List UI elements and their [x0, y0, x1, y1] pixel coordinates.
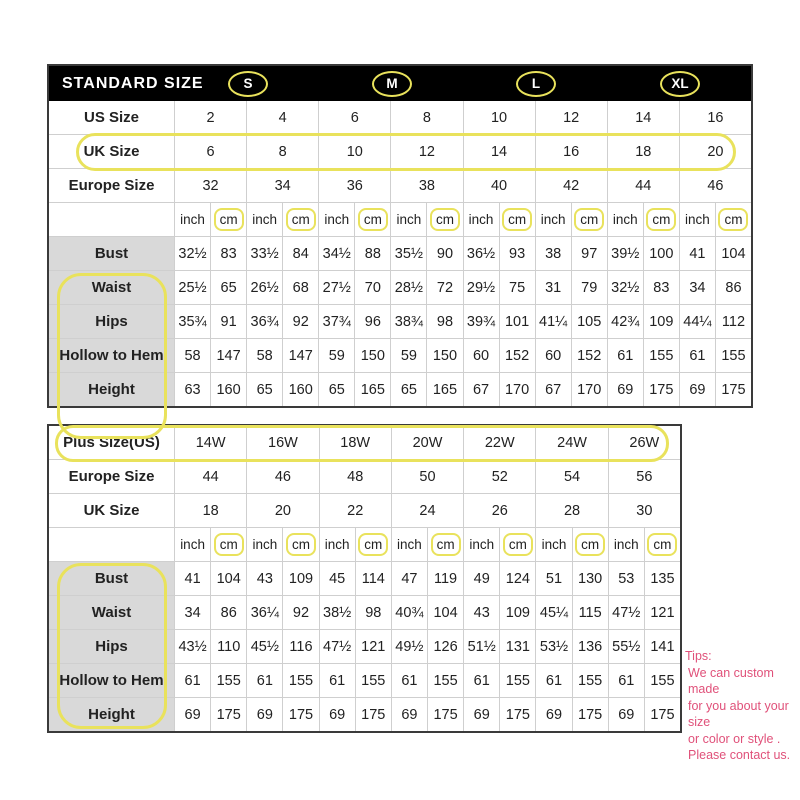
- inch-unit-cell: inch: [608, 203, 643, 236]
- standard-size-title: STANDARD SIZE: [62, 74, 204, 92]
- measure-value-cell: 104: [211, 562, 246, 595]
- measure-value-cell: 86: [716, 271, 751, 304]
- measure-value-cell: 75: [500, 271, 535, 304]
- size-value-cell: 18: [175, 494, 246, 527]
- measure-value-cell: 170: [500, 373, 535, 406]
- tips-line: Please contact us.: [688, 748, 791, 762]
- plus-size-table: [47, 424, 682, 733]
- measure-value-cell: 42¾: [608, 305, 643, 338]
- measure-value-cell: 58: [247, 339, 282, 372]
- measure-value-cell: 126: [428, 630, 463, 663]
- inch-unit-cell: inch: [464, 203, 499, 236]
- measure-value-cell: 175: [716, 373, 751, 406]
- measure-value-cell: 69: [392, 698, 427, 731]
- measure-value-cell: 27½: [319, 271, 354, 304]
- measure-value-cell: 39½: [608, 237, 643, 270]
- measure-value-cell: 100: [644, 237, 679, 270]
- measure-value-cell: 114: [356, 562, 391, 595]
- cm-highlight-pill: cm: [286, 533, 316, 556]
- cm-highlight-pill: cm: [575, 533, 605, 556]
- size-value-cell: 38: [391, 169, 462, 202]
- measure-value-cell: 38: [536, 237, 571, 270]
- standard-size-header: [49, 66, 751, 101]
- measure-value-cell: 45¼: [536, 596, 571, 629]
- measure-value-cell: 121: [645, 596, 680, 629]
- measure-value-cell: 25½: [175, 271, 210, 304]
- measure-value-cell: 51: [536, 562, 571, 595]
- measure-value-cell: 69: [175, 698, 210, 731]
- size-value-cell: 8: [391, 101, 462, 134]
- measure-value-cell: 36¾: [247, 305, 282, 338]
- size-value-cell: 10: [319, 135, 390, 168]
- measure-value-cell: 136: [573, 630, 608, 663]
- measure-value-cell: 147: [211, 339, 246, 372]
- measure-value-cell: 45½: [247, 630, 282, 663]
- unit-row-label: [49, 528, 174, 561]
- measure-value-cell: 69: [536, 698, 571, 731]
- cm-unit-cell: [644, 203, 679, 236]
- size-value-cell: 6: [319, 101, 390, 134]
- measure-value-cell: 109: [500, 596, 535, 629]
- measure-value-cell: 43½: [175, 630, 210, 663]
- measure-value-cell: 55½: [609, 630, 644, 663]
- measure-value-cell: 35½: [391, 237, 426, 270]
- measure-value-cell: 61: [320, 664, 355, 697]
- size-value-cell: 28: [536, 494, 607, 527]
- measure-value-cell: 32½: [608, 271, 643, 304]
- size-value-cell: 20: [680, 135, 751, 168]
- measure-value-cell: 60: [464, 339, 499, 372]
- measure-value-cell: 38¾: [391, 305, 426, 338]
- cm-unit-cell: [427, 203, 462, 236]
- size-value-cell: 22: [320, 494, 391, 527]
- size-value-cell: 18: [608, 135, 679, 168]
- measure-value-cell: 104: [716, 237, 751, 270]
- size-value-cell: 46: [247, 460, 318, 493]
- measure-value-cell: 69: [320, 698, 355, 731]
- size-value-cell: 20W: [392, 426, 463, 459]
- cm-unit-cell: [283, 203, 318, 236]
- measure-value-cell: 160: [211, 373, 246, 406]
- measure-value-cell: 61: [608, 339, 643, 372]
- cm-unit-cell: [283, 528, 318, 561]
- measure-value-cell: 70: [355, 271, 390, 304]
- measure-value-cell: 155: [428, 664, 463, 697]
- measure-value-cell: 61: [680, 339, 715, 372]
- measure-value-cell: 165: [427, 373, 462, 406]
- measure-value-cell: 34: [680, 271, 715, 304]
- measure-row-label: Waist: [49, 271, 174, 304]
- measure-value-cell: 109: [644, 305, 679, 338]
- row-label: Plus Size(US): [49, 426, 174, 459]
- measure-value-cell: 69: [609, 698, 644, 731]
- measure-value-cell: 98: [356, 596, 391, 629]
- standard-size-table: [47, 64, 753, 408]
- measure-value-cell: 175: [211, 698, 246, 731]
- measure-value-cell: 41: [680, 237, 715, 270]
- measure-value-cell: 141: [645, 630, 680, 663]
- measure-value-cell: 150: [427, 339, 462, 372]
- size-value-cell: 52: [464, 460, 535, 493]
- measure-value-cell: 39¾: [464, 305, 499, 338]
- measure-value-cell: 72: [427, 271, 462, 304]
- measure-value-cell: 98: [427, 305, 462, 338]
- measure-value-cell: 43: [464, 596, 499, 629]
- size-value-cell: 54: [536, 460, 607, 493]
- size-value-cell: 24W: [536, 426, 607, 459]
- measure-row-label: Hips: [49, 630, 174, 663]
- measure-value-cell: 131: [500, 630, 535, 663]
- cm-unit-cell: [428, 528, 463, 561]
- measure-value-cell: 28½: [391, 271, 426, 304]
- size-value-cell: 6: [175, 135, 246, 168]
- measure-value-cell: 135: [645, 562, 680, 595]
- measure-value-cell: 61: [392, 664, 427, 697]
- size-value-cell: 12: [391, 135, 462, 168]
- measure-value-cell: 67: [464, 373, 499, 406]
- measure-value-cell: 155: [356, 664, 391, 697]
- measure-value-cell: 26½: [247, 271, 282, 304]
- measure-value-cell: 44¼: [680, 305, 715, 338]
- measure-value-cell: 49½: [392, 630, 427, 663]
- measure-value-cell: 51½: [464, 630, 499, 663]
- cm-unit-cell: [211, 203, 246, 236]
- measure-row-label: Bust: [49, 562, 174, 595]
- measure-value-cell: 29½: [464, 271, 499, 304]
- cm-unit-cell: [572, 203, 607, 236]
- inch-unit-cell: inch: [391, 203, 426, 236]
- cm-highlight-pill: cm: [286, 208, 316, 231]
- measure-value-cell: 61: [464, 664, 499, 697]
- measure-value-cell: 65: [391, 373, 426, 406]
- measure-value-cell: 155: [211, 664, 246, 697]
- measure-value-cell: 37¾: [319, 305, 354, 338]
- measure-value-cell: 67: [536, 373, 571, 406]
- row-label: Europe Size: [49, 169, 174, 202]
- size-value-cell: 40: [464, 169, 535, 202]
- measure-value-cell: 61: [247, 664, 282, 697]
- size-value-cell: 4: [247, 101, 318, 134]
- measure-row-label: Height: [49, 373, 174, 406]
- measure-value-cell: 155: [716, 339, 751, 372]
- measure-value-cell: 175: [645, 698, 680, 731]
- measure-value-cell: 150: [355, 339, 390, 372]
- measure-value-cell: 59: [319, 339, 354, 372]
- measure-value-cell: 152: [572, 339, 607, 372]
- measure-value-cell: 90: [427, 237, 462, 270]
- size-value-cell: 50: [392, 460, 463, 493]
- size-value-cell: 42: [536, 169, 607, 202]
- measure-value-cell: 160: [283, 373, 318, 406]
- size-value-cell: 56: [609, 460, 680, 493]
- inch-unit-cell: inch: [680, 203, 715, 236]
- measure-value-cell: 155: [500, 664, 535, 697]
- measure-value-cell: 92: [283, 596, 318, 629]
- tips-line: or color or style .: [688, 731, 781, 746]
- cm-highlight-pill: cm: [503, 533, 533, 556]
- measure-value-cell: 65: [211, 271, 246, 304]
- size-value-cell: 14: [608, 101, 679, 134]
- cm-unit-cell: [211, 528, 246, 561]
- size-value-cell: 48: [320, 460, 391, 493]
- measure-value-cell: 175: [573, 698, 608, 731]
- row-label: Europe Size: [49, 460, 174, 493]
- inch-unit-cell: inch: [536, 528, 571, 561]
- measure-value-cell: 93: [500, 237, 535, 270]
- tips-line: for you about your size: [688, 698, 789, 729]
- measure-value-cell: 61: [536, 664, 571, 697]
- measure-value-cell: 43: [247, 562, 282, 595]
- cm-highlight-pill: cm: [647, 533, 677, 556]
- size-value-cell: 14W: [175, 426, 246, 459]
- inch-unit-cell: inch: [392, 528, 427, 561]
- inch-unit-cell: inch: [175, 528, 210, 561]
- measure-row-label: Hips: [49, 305, 174, 338]
- cm-highlight-pill: cm: [358, 533, 388, 556]
- size-value-cell: 44: [175, 460, 246, 493]
- measure-value-cell: 59: [391, 339, 426, 372]
- measure-row-label: Bust: [49, 237, 174, 270]
- measure-value-cell: 86: [211, 596, 246, 629]
- measure-value-cell: 124: [500, 562, 535, 595]
- size-badge-s: S: [228, 71, 268, 97]
- inch-unit-cell: inch: [175, 203, 210, 236]
- measure-value-cell: 112: [716, 305, 751, 338]
- measure-value-cell: 40¾: [392, 596, 427, 629]
- tips-line: We can custom made: [688, 665, 774, 696]
- size-value-cell: 20: [247, 494, 318, 527]
- measure-value-cell: 152: [500, 339, 535, 372]
- measure-value-cell: 92: [283, 305, 318, 338]
- measure-value-cell: 116: [283, 630, 318, 663]
- measure-value-cell: 175: [428, 698, 463, 731]
- inch-unit-cell: inch: [464, 528, 499, 561]
- measure-value-cell: 155: [645, 664, 680, 697]
- measure-value-cell: 69: [608, 373, 643, 406]
- measure-value-cell: 101: [500, 305, 535, 338]
- measure-value-cell: 33½: [247, 237, 282, 270]
- row-label: US Size: [49, 101, 174, 134]
- cm-unit-cell: [500, 203, 535, 236]
- measure-value-cell: 34½: [319, 237, 354, 270]
- measure-value-cell: 110: [211, 630, 246, 663]
- size-value-cell: 16: [680, 101, 751, 134]
- cm-highlight-pill: cm: [214, 208, 244, 231]
- cm-unit-cell: [645, 528, 680, 561]
- size-value-cell: 34: [247, 169, 318, 202]
- size-value-cell: 32: [175, 169, 246, 202]
- measure-value-cell: 35¾: [175, 305, 210, 338]
- measure-value-cell: 69: [680, 373, 715, 406]
- measure-value-cell: 47½: [320, 630, 355, 663]
- measure-value-cell: 65: [247, 373, 282, 406]
- row-label: UK Size: [49, 494, 174, 527]
- measure-value-cell: 155: [573, 664, 608, 697]
- measure-value-cell: 88: [355, 237, 390, 270]
- measure-value-cell: 47: [392, 562, 427, 595]
- measure-value-cell: 49: [464, 562, 499, 595]
- size-value-cell: 12: [536, 101, 607, 134]
- size-value-cell: 18W: [320, 426, 391, 459]
- measure-value-cell: 45: [320, 562, 355, 595]
- measure-value-cell: 91: [211, 305, 246, 338]
- measure-value-cell: 53: [609, 562, 644, 595]
- size-value-cell: 24: [392, 494, 463, 527]
- measure-value-cell: 96: [355, 305, 390, 338]
- measure-row-label: Waist: [49, 596, 174, 629]
- size-value-cell: 46: [680, 169, 751, 202]
- measure-value-cell: 130: [573, 562, 608, 595]
- measure-value-cell: 61: [175, 664, 210, 697]
- cm-unit-cell: [716, 203, 751, 236]
- measure-value-cell: 175: [500, 698, 535, 731]
- measure-value-cell: 155: [283, 664, 318, 697]
- measure-value-cell: 83: [211, 237, 246, 270]
- measure-value-cell: 155: [644, 339, 679, 372]
- measure-value-cell: 61: [609, 664, 644, 697]
- measure-value-cell: 58: [175, 339, 210, 372]
- cm-highlight-pill: cm: [358, 208, 388, 231]
- measure-value-cell: 175: [283, 698, 318, 731]
- measure-value-cell: 63: [175, 373, 210, 406]
- size-badge-xl: XL: [660, 71, 700, 97]
- measure-value-cell: 147: [283, 339, 318, 372]
- cm-highlight-pill: cm: [646, 208, 676, 231]
- measure-value-cell: 97: [572, 237, 607, 270]
- measure-value-cell: 68: [283, 271, 318, 304]
- measure-value-cell: 83: [644, 271, 679, 304]
- size-value-cell: 2: [175, 101, 246, 134]
- cm-highlight-pill: cm: [214, 533, 244, 556]
- measure-value-cell: 175: [644, 373, 679, 406]
- size-value-cell: 10: [464, 101, 535, 134]
- measure-value-cell: 32½: [175, 237, 210, 270]
- measure-value-cell: 41: [175, 562, 210, 595]
- tips-title: Tips:: [685, 649, 712, 663]
- size-badge-l: L: [516, 71, 556, 97]
- measure-value-cell: 105: [572, 305, 607, 338]
- measure-value-cell: 47½: [609, 596, 644, 629]
- measure-row-label: Hollow to Hem: [49, 664, 174, 697]
- tips-note: [685, 648, 799, 764]
- size-value-cell: 36: [319, 169, 390, 202]
- cm-unit-cell: [500, 528, 535, 561]
- measure-value-cell: 36¼: [247, 596, 282, 629]
- measure-row-label: Height: [49, 698, 174, 731]
- size-value-cell: 26: [464, 494, 535, 527]
- cm-highlight-pill: cm: [502, 208, 532, 231]
- inch-unit-cell: inch: [319, 203, 354, 236]
- measure-value-cell: 84: [283, 237, 318, 270]
- cm-unit-cell: [355, 203, 390, 236]
- measure-value-cell: 65: [319, 373, 354, 406]
- inch-unit-cell: inch: [536, 203, 571, 236]
- size-value-cell: 16: [536, 135, 607, 168]
- cm-unit-cell: [573, 528, 608, 561]
- unit-row-label: [49, 203, 174, 236]
- measure-value-cell: 165: [355, 373, 390, 406]
- measure-value-cell: 69: [247, 698, 282, 731]
- measure-value-cell: 53½: [536, 630, 571, 663]
- standard-size-grid: [49, 101, 751, 406]
- measure-value-cell: 115: [573, 596, 608, 629]
- size-value-cell: 44: [608, 169, 679, 202]
- size-value-cell: 14: [464, 135, 535, 168]
- cm-highlight-pill: cm: [430, 208, 460, 231]
- size-value-cell: 30: [609, 494, 680, 527]
- measure-value-cell: 34: [175, 596, 210, 629]
- cm-highlight-pill: cm: [431, 533, 461, 556]
- cm-unit-cell: [356, 528, 391, 561]
- size-value-cell: 8: [247, 135, 318, 168]
- size-value-cell: 16W: [247, 426, 318, 459]
- measure-value-cell: 69: [464, 698, 499, 731]
- tips-lines: [685, 665, 799, 764]
- measure-value-cell: 36½: [464, 237, 499, 270]
- size-badge-m: M: [372, 71, 412, 97]
- plus-size-grid: [49, 426, 680, 731]
- cm-highlight-pill: cm: [718, 208, 748, 231]
- inch-unit-cell: inch: [609, 528, 644, 561]
- inch-unit-cell: inch: [320, 528, 355, 561]
- inch-unit-cell: inch: [247, 203, 282, 236]
- measure-row-label: Hollow to Hem: [49, 339, 174, 372]
- measure-value-cell: 41¼: [536, 305, 571, 338]
- size-value-cell: 22W: [464, 426, 535, 459]
- measure-value-cell: 170: [572, 373, 607, 406]
- inch-unit-cell: inch: [247, 528, 282, 561]
- measure-value-cell: 104: [428, 596, 463, 629]
- measure-value-cell: 175: [356, 698, 391, 731]
- measure-value-cell: 38½: [320, 596, 355, 629]
- size-value-cell: 26W: [609, 426, 680, 459]
- measure-value-cell: 119: [428, 562, 463, 595]
- measure-value-cell: 60: [536, 339, 571, 372]
- measure-value-cell: 121: [356, 630, 391, 663]
- cm-highlight-pill: cm: [574, 208, 604, 231]
- measure-value-cell: 79: [572, 271, 607, 304]
- row-label: UK Size: [49, 135, 174, 168]
- measure-value-cell: 31: [536, 271, 571, 304]
- measure-value-cell: 109: [283, 562, 318, 595]
